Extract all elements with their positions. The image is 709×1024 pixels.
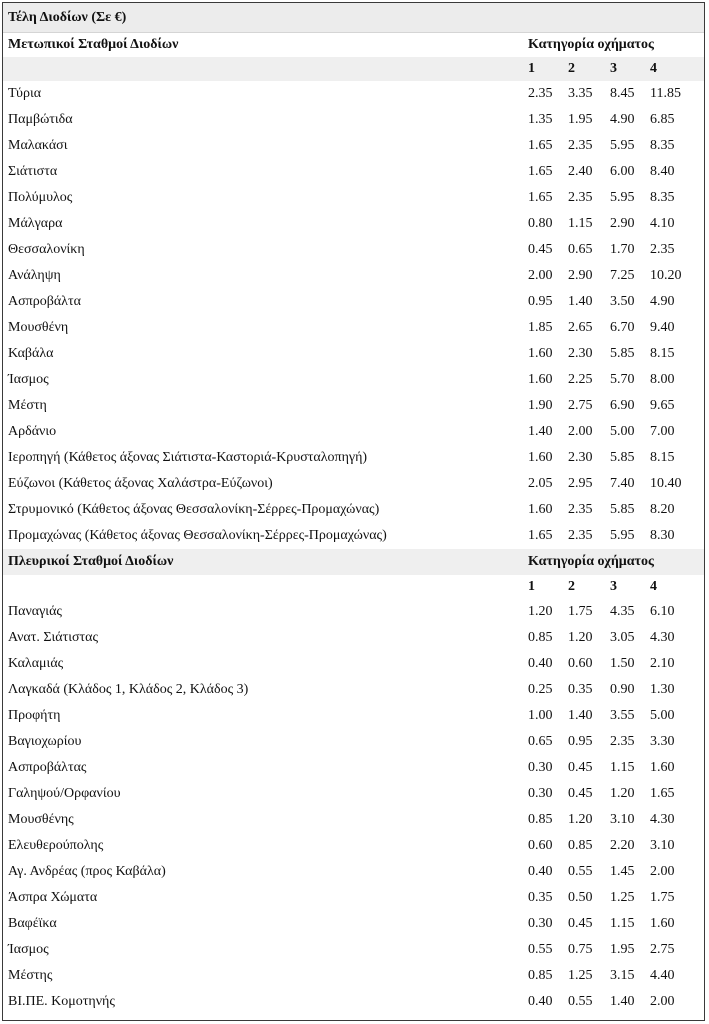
toll-price: 7.25 xyxy=(610,268,635,283)
station-name: ΒΙ.ΠΕ. Κομοτηνής xyxy=(8,994,115,1009)
toll-price: 0.45 xyxy=(568,916,593,931)
table-row xyxy=(3,963,704,989)
toll-price: 1.20 xyxy=(528,604,553,619)
toll-price: 1.00 xyxy=(528,708,553,723)
toll-price: 2.35 xyxy=(568,528,593,543)
toll-price: 3.30 xyxy=(650,734,675,749)
toll-price: 1.40 xyxy=(568,294,593,309)
table-row xyxy=(3,755,704,781)
section-header-lateral xyxy=(3,549,704,575)
toll-price: 4.10 xyxy=(650,216,675,231)
toll-price: 6.85 xyxy=(650,112,675,127)
toll-price: 8.15 xyxy=(650,450,675,465)
toll-price: 4.90 xyxy=(650,294,675,309)
table-row xyxy=(3,599,704,625)
station-name: Προφήτη xyxy=(8,708,61,723)
toll-price: 0.30 xyxy=(528,760,553,775)
empty-cell xyxy=(3,575,523,599)
table-row xyxy=(3,185,704,211)
station-name: Γαληψού/Ορφανίου xyxy=(8,786,121,801)
toll-price: 9.40 xyxy=(650,320,675,335)
vehicle-category-label: Κατηγορία οχήματος xyxy=(523,549,704,575)
toll-price: 0.55 xyxy=(568,864,593,879)
table-row xyxy=(3,911,704,937)
toll-price: 1.85 xyxy=(528,320,553,335)
toll-price: 8.40 xyxy=(650,164,675,179)
station-name: Μάλγαρα xyxy=(8,216,63,231)
section-heading: Μετωπικοί Σταθμοί Διοδίων xyxy=(8,37,179,52)
category-number: 3 xyxy=(610,579,617,594)
table-row xyxy=(3,211,704,237)
toll-price: 1.65 xyxy=(528,138,553,153)
toll-price: 4.30 xyxy=(650,812,675,827)
category-numbers-row xyxy=(3,57,704,81)
toll-price: 0.90 xyxy=(610,682,635,697)
table-row xyxy=(3,263,704,289)
toll-price: 2.30 xyxy=(568,450,593,465)
toll-price: 0.80 xyxy=(528,216,553,231)
toll-price: 1.70 xyxy=(610,242,635,257)
toll-price: 0.60 xyxy=(528,838,553,853)
station-name: Καβάλα xyxy=(8,346,54,361)
toll-price: 0.75 xyxy=(568,942,593,957)
table-row xyxy=(3,807,704,833)
table-row xyxy=(3,159,704,185)
table-row xyxy=(3,419,704,445)
toll-price: 2.20 xyxy=(610,838,635,853)
toll-price: 1.60 xyxy=(528,372,553,387)
toll-price: 1.95 xyxy=(568,112,593,127)
station-name: Θεσσαλονίκη xyxy=(8,242,85,257)
toll-price: 6.90 xyxy=(610,398,635,413)
toll-price: 1.60 xyxy=(650,760,675,775)
toll-price: 5.95 xyxy=(610,138,635,153)
station-name: Άσπρα Χώματα xyxy=(8,890,98,905)
station-name: Βαφέϊκα xyxy=(8,916,57,931)
toll-price: 0.45 xyxy=(568,786,593,801)
toll-price: 1.65 xyxy=(528,164,553,179)
toll-price: 0.30 xyxy=(528,916,553,931)
station-name: Αρδάνιο xyxy=(8,424,57,439)
toll-price: 2.30 xyxy=(568,346,593,361)
toll-price: 1.65 xyxy=(528,190,553,205)
table-row xyxy=(3,133,704,159)
category-numbers-row xyxy=(3,575,704,599)
toll-price: 11.85 xyxy=(650,86,681,101)
station-name: Σιάτιστα xyxy=(8,164,58,179)
toll-price: 7.00 xyxy=(650,424,675,439)
toll-price: 0.65 xyxy=(528,734,553,749)
toll-price: 2.00 xyxy=(528,268,553,283)
toll-price: 1.65 xyxy=(650,786,675,801)
toll-price: 1.75 xyxy=(568,604,593,619)
toll-price: 1.95 xyxy=(610,942,635,957)
table-row xyxy=(3,107,704,133)
toll-price: 2.00 xyxy=(568,424,593,439)
station-name: Ασπροβάλτα xyxy=(8,294,81,309)
station-name: Μαλακάσι xyxy=(8,138,68,153)
toll-price: 0.30 xyxy=(528,786,553,801)
table-row xyxy=(3,677,704,703)
toll-price: 1.75 xyxy=(650,890,675,905)
toll-price: 3.10 xyxy=(610,812,635,827)
station-name: Ανάληψη xyxy=(8,268,61,283)
toll-price: 2.90 xyxy=(610,216,635,231)
table-row xyxy=(3,989,704,1015)
toll-price: 2.35 xyxy=(528,86,553,101)
station-name: Τύρια xyxy=(8,86,42,101)
toll-price: 2.00 xyxy=(650,864,675,879)
toll-price: 5.85 xyxy=(610,450,635,465)
toll-price: 8.00 xyxy=(650,372,675,387)
toll-price: 2.90 xyxy=(568,268,593,283)
station-name: Ασπροβάλτας xyxy=(8,760,87,775)
toll-price: 6.70 xyxy=(610,320,635,335)
station-name: Αγ. Ανδρέας (προς Καβάλα) xyxy=(8,864,166,879)
toll-price: 3.15 xyxy=(610,968,635,983)
table-row xyxy=(3,651,704,677)
table-title: Τέλη Διοδίων (Σε €) xyxy=(3,3,704,33)
toll-price: 5.85 xyxy=(610,346,635,361)
station-name: Παμβώτιδα xyxy=(8,112,73,127)
toll-price: 1.15 xyxy=(610,916,635,931)
toll-price: 2.35 xyxy=(568,138,593,153)
toll-price: 1.60 xyxy=(528,346,553,361)
station-name: Μουσθένη xyxy=(8,320,69,335)
station-name: Στρυμονικό (Κάθετος άξονας Θεσσαλονίκη-Σέρρες-Προμαχώνας) xyxy=(8,502,380,517)
toll-price: 1.40 xyxy=(610,994,635,1009)
toll-price: 2.40 xyxy=(568,164,593,179)
table-row xyxy=(3,471,704,497)
toll-price: 2.10 xyxy=(650,656,675,671)
station-name: Λαγκαδά (Κλάδος 1, Κλάδος 2, Κλάδος 3) xyxy=(8,682,249,697)
table-row xyxy=(3,315,704,341)
table-title-row xyxy=(3,3,704,33)
toll-price: 6.10 xyxy=(650,604,675,619)
station-name: Καλαμιάς xyxy=(8,656,64,671)
station-name: Παναγιάς xyxy=(8,604,62,619)
table-row xyxy=(3,289,704,315)
table-row xyxy=(3,729,704,755)
table-row xyxy=(3,781,704,807)
toll-price: 2.75 xyxy=(650,942,675,957)
toll-price: 0.40 xyxy=(528,994,553,1009)
toll-price: 1.20 xyxy=(568,630,593,645)
table-row xyxy=(3,937,704,963)
toll-price: 2.00 xyxy=(650,994,675,1009)
table-row xyxy=(3,703,704,729)
table-row xyxy=(3,497,704,523)
table-row xyxy=(3,393,704,419)
toll-price: 0.25 xyxy=(528,682,553,697)
toll-price: 5.85 xyxy=(610,502,635,517)
table-row xyxy=(3,833,704,859)
empty-cell xyxy=(3,57,523,81)
toll-price: 1.50 xyxy=(610,656,635,671)
category-number: 4 xyxy=(645,57,704,81)
toll-price: 5.00 xyxy=(610,424,635,439)
toll-price: 0.55 xyxy=(528,942,553,957)
toll-price: 1.60 xyxy=(650,916,675,931)
section-header-frontal xyxy=(3,33,704,58)
toll-price: 5.00 xyxy=(650,708,675,723)
table-row xyxy=(3,445,704,471)
toll-price: 8.45 xyxy=(610,86,635,101)
section-heading: Πλευρικοί Σταθμοί Διοδίων xyxy=(3,549,523,575)
toll-price: 3.55 xyxy=(610,708,635,723)
category-number: 1 xyxy=(523,57,563,81)
station-name: Ανατ. Σιάτιστας xyxy=(8,630,99,645)
toll-price: 0.55 xyxy=(568,994,593,1009)
toll-price: 1.20 xyxy=(568,812,593,827)
toll-price: 5.70 xyxy=(610,372,635,387)
toll-price: 1.40 xyxy=(528,424,553,439)
toll-price: 0.45 xyxy=(568,760,593,775)
toll-price: 2.05 xyxy=(528,476,553,491)
toll-price: 1.20 xyxy=(610,786,635,801)
toll-price: 1.65 xyxy=(528,528,553,543)
toll-price: 0.85 xyxy=(528,968,553,983)
toll-price: 0.85 xyxy=(528,812,553,827)
toll-price: 1.35 xyxy=(528,112,553,127)
station-name: Μέστη xyxy=(8,398,47,413)
vehicle-category-label: Κατηγορία οχήματος xyxy=(528,37,654,52)
toll-price: 8.35 xyxy=(650,190,675,205)
toll-price: 2.35 xyxy=(610,734,635,749)
category-number: 3 xyxy=(605,57,645,81)
toll-price: 0.35 xyxy=(528,890,553,905)
table-row xyxy=(3,625,704,651)
toll-price: 0.50 xyxy=(568,890,593,905)
toll-price: 1.40 xyxy=(568,708,593,723)
toll-price: 0.85 xyxy=(528,630,553,645)
category-number: 4 xyxy=(650,579,657,594)
toll-price: 1.45 xyxy=(610,864,635,879)
toll-price: 0.95 xyxy=(568,734,593,749)
toll-price: 10.40 xyxy=(650,476,682,491)
toll-price: 9.65 xyxy=(650,398,675,413)
toll-price: 0.45 xyxy=(528,242,553,257)
station-name: Προμαχώνας (Κάθετος άξονας Θεσσαλονίκη-Σέρρες-Προμαχώνας) xyxy=(8,528,387,543)
category-number: 2 xyxy=(563,57,605,81)
toll-fees-table-container xyxy=(2,2,705,1021)
station-name: Εύζωνοι (Κάθετος άξονας Χαλάστρα-Εύζωνοι) xyxy=(8,476,273,491)
toll-price: 1.90 xyxy=(528,398,553,413)
toll-price: 2.75 xyxy=(568,398,593,413)
toll-price: 2.95 xyxy=(568,476,593,491)
table-row xyxy=(3,885,704,911)
table-row xyxy=(3,523,704,549)
toll-price: 0.35 xyxy=(568,682,593,697)
table-row xyxy=(3,81,704,107)
toll-price: 0.60 xyxy=(568,656,593,671)
category-number: 1 xyxy=(528,579,535,594)
toll-price: 0.95 xyxy=(528,294,553,309)
toll-price: 5.95 xyxy=(610,190,635,205)
toll-price: 1.30 xyxy=(650,682,675,697)
toll-price: 4.30 xyxy=(650,630,675,645)
toll-price: 0.40 xyxy=(528,656,553,671)
toll-price: 3.05 xyxy=(610,630,635,645)
toll-price: 1.15 xyxy=(568,216,593,231)
toll-price: 1.60 xyxy=(528,450,553,465)
toll-price: 3.50 xyxy=(610,294,635,309)
toll-price: 4.90 xyxy=(610,112,635,127)
toll-price: 2.25 xyxy=(568,372,593,387)
table-row xyxy=(3,341,704,367)
category-number: 2 xyxy=(568,579,575,594)
toll-price: 1.15 xyxy=(610,760,635,775)
toll-price: 3.10 xyxy=(650,838,675,853)
table-row xyxy=(3,237,704,263)
toll-price: 8.15 xyxy=(650,346,675,361)
station-name: Μουσθένης xyxy=(8,812,74,827)
toll-price: 1.60 xyxy=(528,502,553,517)
toll-price: 1.25 xyxy=(610,890,635,905)
station-name: Ιεροπηγή (Κάθετος άξονας Σιάτιστα-Καστοριά-Κρυσταλοπηγή) xyxy=(8,450,368,465)
toll-price: 8.30 xyxy=(650,528,675,543)
toll-price: 4.35 xyxy=(610,604,635,619)
toll-price: 0.40 xyxy=(528,864,553,879)
toll-price: 2.35 xyxy=(568,190,593,205)
toll-fees-table xyxy=(3,3,704,1015)
toll-price: 4.40 xyxy=(650,968,675,983)
toll-price: 2.35 xyxy=(650,242,675,257)
table-row xyxy=(3,859,704,885)
toll-price: 7.40 xyxy=(610,476,635,491)
toll-price: 8.35 xyxy=(650,138,675,153)
toll-price: 3.35 xyxy=(568,86,593,101)
toll-price: 6.00 xyxy=(610,164,635,179)
toll-price: 2.35 xyxy=(568,502,593,517)
station-name: Πολύμυλος xyxy=(8,190,73,205)
station-name: Ίασμος xyxy=(8,942,49,957)
table-row xyxy=(3,367,704,393)
toll-price: 10.20 xyxy=(650,268,682,283)
station-name: Ίασμος xyxy=(8,372,49,387)
toll-price: 2.65 xyxy=(568,320,593,335)
toll-price: 0.85 xyxy=(568,838,593,853)
toll-price: 5.95 xyxy=(610,528,635,543)
toll-price: 8.20 xyxy=(650,502,675,517)
station-name: Ελευθερούπολης xyxy=(8,838,104,853)
toll-price: 0.65 xyxy=(568,242,593,257)
station-name: Βαγιοχωρίου xyxy=(8,734,82,749)
station-name: Μέστης xyxy=(8,968,53,983)
toll-price: 1.25 xyxy=(568,968,593,983)
